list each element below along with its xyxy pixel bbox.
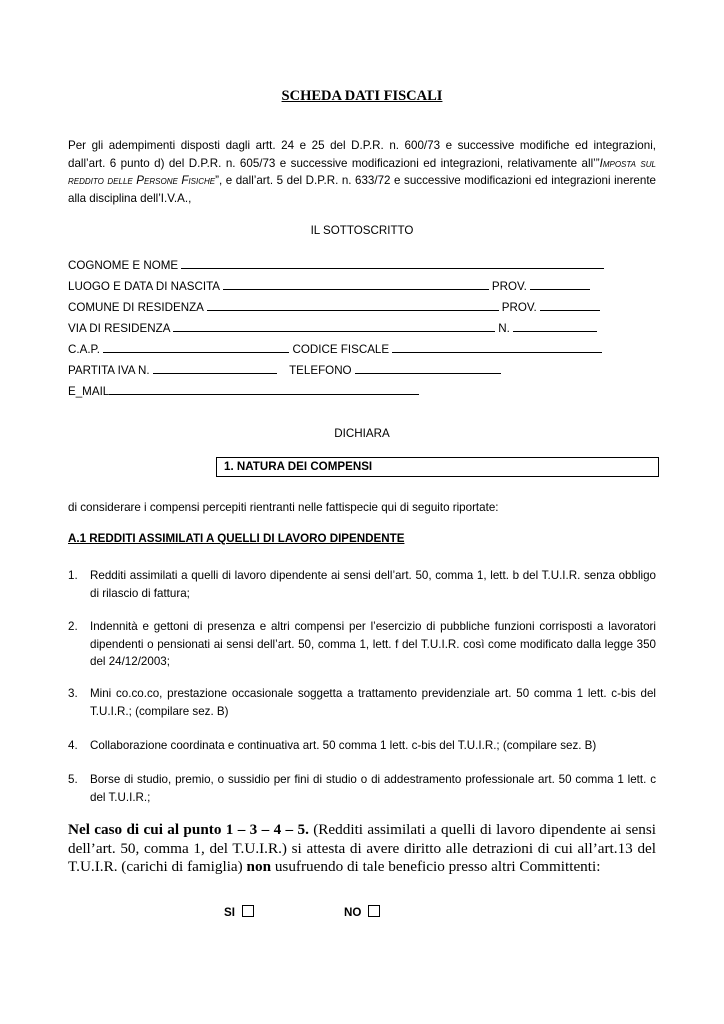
comune-field[interactable] xyxy=(207,299,499,311)
intro2-paragraph: di considerare i compensi percepiti rientranti nelle fattispecie qui di seguito riportate: xyxy=(68,501,499,514)
telefono-field[interactable] xyxy=(355,362,501,374)
intro-smallcaps: Imposta sul reddito delle Persone Fisiche xyxy=(68,156,656,187)
no-checkbox[interactable] xyxy=(368,905,380,917)
list-item xyxy=(68,771,656,806)
row-comune xyxy=(68,299,600,315)
cognome-field[interactable] xyxy=(181,257,604,269)
si-checkbox[interactable] xyxy=(242,905,254,917)
email-label: E_MAIL xyxy=(68,385,110,398)
list-item xyxy=(68,737,656,755)
codice-fiscale-field[interactable] xyxy=(392,341,602,353)
n-label: N. xyxy=(498,322,510,335)
list-item-text: Redditi assimilati a quelli di lavoro dipendente ai sensi dell’art. 50, comma 1, lett. b del T.U.I.R. senza obbligo di rilascio di fattura; xyxy=(90,569,656,600)
prov1-field[interactable] xyxy=(530,278,590,290)
note-bold-1: Nel caso di cui al punto 1 – 3 – 4 – 5. xyxy=(68,821,309,838)
via-label: VIA DI RESIDENZA xyxy=(68,322,170,335)
n-field[interactable] xyxy=(513,320,597,332)
note-bold-2: non xyxy=(246,858,272,875)
list-item-number: 3. xyxy=(68,687,78,700)
row-cap xyxy=(68,341,602,357)
section-natura-compensi: 1. NATURA DEI COMPENSI xyxy=(216,457,659,477)
row-luogo xyxy=(68,278,590,294)
si-option xyxy=(224,906,254,919)
luogo-label: LUOGO E DATA DI NASCITA xyxy=(68,280,220,293)
no-label: NO xyxy=(344,906,362,919)
email-field[interactable] xyxy=(109,383,419,395)
prov2-field[interactable] xyxy=(540,299,600,311)
telefono-label: TELEFONO xyxy=(289,364,352,377)
list-item-text: Borse di studio, premio, o sussidio per fini di studio o di addestramento professionale art. 50 comma 1 lett. c del T.U.I.R.; xyxy=(90,773,656,804)
dichiara-heading: DICHIARA xyxy=(334,427,390,440)
list-item-text: Collaborazione coordinata e continuativa art. 50 comma 1 lett. c-bis del T.U.I.R.; (compilare sez. B) xyxy=(90,739,597,752)
luogo-field[interactable] xyxy=(223,278,489,290)
intro-paragraph xyxy=(68,137,656,207)
cognome-label: COGNOME E NOME xyxy=(68,259,179,272)
list-item-text: Mini co.co.co, prestazione occasionale soggetta a trattamento previdenziale art. 50 comma 1 lett. c-bis del T.U.I.R.; (compilare sez. B) xyxy=(90,687,656,718)
sottoscritto-heading: IL SOTTOSCRITTO xyxy=(310,224,414,237)
row-via xyxy=(68,320,597,336)
intro-text-2: ”, e dall’art. 5 del D.P.R. n. 633/72 e successive modificazioni ed integrazioni inerente alla disciplina dell’I.V.A., xyxy=(68,174,656,205)
section-a1-heading: A.1 REDDITI ASSIMILATI A QUELLI DI LAVORO DIPENDENTE xyxy=(68,532,405,545)
list-item xyxy=(68,685,656,720)
list-item-text: Indennità e gettoni di presenza e altri compensi per l’esercizio di pubbliche funzioni corrisposti a lavoratori dipendenti o pensionati ai sensi dell’art. 50, comma 1, lett. f del T.U.I.R. così come modificato dalla legge 350 del 24/12/2003; xyxy=(90,620,656,668)
list-item xyxy=(68,567,656,602)
intro-text-1: Per gli adempimenti disposti dagli artt. 24 e 25 del D.P.R. n. 600/73 e successive modifiche ed integrazioni, dall’art. 6 punto d) del D.P.R. n. 605/73 e successive modificazioni ed integrazioni, relativamente all’” xyxy=(68,139,656,170)
comune-label: COMUNE DI RESIDENZA xyxy=(68,301,204,314)
cap-label: C.A.P. xyxy=(68,343,101,356)
detrazioni-note xyxy=(68,821,656,877)
partita-iva-label: PARTITA IVA N. xyxy=(68,364,150,377)
si-label: SI xyxy=(224,906,235,919)
note-text-2: usufruendo di tale beneficio presso altri Committenti: xyxy=(271,858,601,875)
prov1-label: PROV. xyxy=(491,280,527,293)
note-text-1: (Redditi assimilati a quelli di lavoro dipendente ai sensi dell’art. 50, comma 1, del T.U.I.R.) si attesta di avere diritto alle detrazioni di cui all’art.13 del T.U.I.R. (carichi di famiglia) xyxy=(68,821,656,875)
prov2-label: PROV. xyxy=(501,301,537,314)
list-item-number: 5. xyxy=(68,773,78,786)
codice-fiscale-label: CODICE FISCALE xyxy=(292,343,390,356)
row-email xyxy=(68,383,419,399)
cap-field[interactable] xyxy=(103,341,289,353)
via-field[interactable] xyxy=(173,320,495,332)
row-partita-iva xyxy=(68,362,501,378)
list-item-number: 4. xyxy=(68,739,78,752)
no-option xyxy=(344,906,380,919)
partita-iva-field[interactable] xyxy=(153,362,277,374)
row-cognome xyxy=(68,257,604,273)
list-item-number: 1. xyxy=(68,569,78,582)
list-item-number: 2. xyxy=(68,620,78,633)
list-item xyxy=(68,618,656,671)
document-title: SCHEDA DATI FISCALI xyxy=(281,88,443,104)
